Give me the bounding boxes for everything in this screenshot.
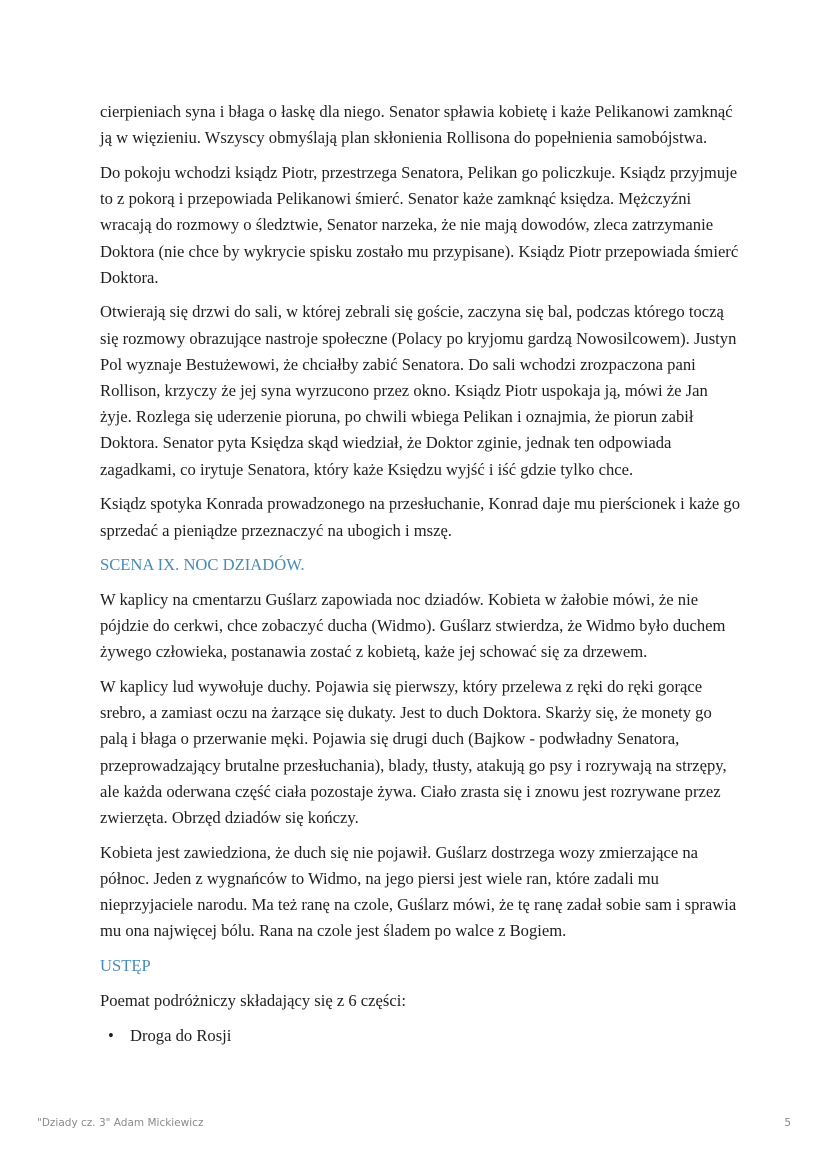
paragraph: Poemat podróżniczy składający się z 6 części: bbox=[100, 990, 406, 1010]
bullet-list bbox=[100, 1023, 740, 1049]
page-content bbox=[100, 99, 740, 1049]
section-heading-scena-ix: SCENA IX. NOC DZIADÓW. bbox=[100, 555, 305, 575]
paragraph: W kaplicy na cmentarzu Guślarz zapowiada noc dziadów. Kobieta w żałobie mówi, że nie pójdzie do cerkwi, chce zobaczyć ducha (Widmo). Guślarz stwierdza, że Widmo było duchem żywego człowieka, postanawia zostać z kobietą, każe jej schować się za drzewem. bbox=[100, 589, 726, 662]
paragraph: cierpieniach syna i błaga o łaskę dla niego. Senator spławia kobietę i każe Pelikanowi zamknąć ją w więzieniu. Wszyscy obmyślają plan skłonienia Rollisona do popełnienia samobójstwa. bbox=[100, 102, 733, 148]
list-item-label: Droga do Rosji bbox=[130, 1025, 232, 1045]
bullet-icon: • bbox=[108, 1025, 114, 1045]
paragraph: Do pokoju wchodzi ksiądz Piotr, przestrzega Senatora, Pelikan go policzkuje. Ksiądz przyjmuje to z pokorą i przepowiada Pelikanowi śmierć. Senator każe zamknąć księdza. Mężczyźni wracają do rozmowy o śledztwie, Senator narzeka, że nie mają dowodów, zleca zatrzymanie Doktora (nie chce by wykrycie spisku zostało mu przypisane). Ksiądz Piotr przepowiada śmierć Doktora. bbox=[100, 162, 739, 287]
list-item bbox=[108, 1023, 740, 1049]
footer-document-title: "Dziady cz. 3" Adam Mickiewicz bbox=[37, 1117, 204, 1129]
paragraph: Otwierają się drzwi do sali, w której zebrali się goście, zaczyna się bal, podczas którego toczą się rozmowy obrazujące nastroje społeczne (Polacy po kryjomu gardzą Nowosilcowem). Justyn Pol wyznaje Bestużewowi, że chciałby zabić Senatora. Do sali wchodzi zrozpaczona pani Rollison, krzyczy że jej syna wyrzucono przez okno. Ksiądz Piotr uspokaja ją, mówi że Jan żyje. Rozlega się uderzenie pioruna, po chwili wbiega Pelikan i oznajmia, że piorun zabił Doktora. Senator pyta Księdza skąd wiedział, że Doktor zginie, jednak ten odpowiada zagadkami, co irytuje Senatora, który każe Księdzu wyjść i iść gdzie tylko chce. bbox=[100, 302, 737, 479]
paragraph: Kobieta jest zawiedziona, że duch się nie pojawił. Guślarz dostrzega wozy zmierzające na północ. Jeden z wygnańców to Widmo, na jego piersi jest wiele ran, które zadali mu nieprzyjaciele narodu. Ma też ranę na czole, Guślarz mówi, że tę ranę zadał sobie sam i sprawia mu ona najwięcej bólu. Rana na czole jest śladem po walce z Bogiem. bbox=[100, 842, 737, 941]
section-heading-ustep: USTĘP bbox=[100, 956, 151, 976]
paragraph: W kaplicy lud wywołuje duchy. Pojawia się pierwszy, który przelewa z ręki do ręki gorące srebro, a zamiast oczu na żarzące się dukaty. Jest to duch Doktora. Skarży się, że monety go palą i błaga o przerwanie męki. Pojawia się drugi duch (Bajkow - podwładny Senatora, przeprowadzający brutalne przesłuchania), blady, tłusty, atakują go psy i rozrywają na strzępy, ale każda oderwana część ciała pozostaje żywa. Ciało zrasta się i znowu jest rozrywane przez zwierzęta. Obrzęd dziadów się kończy. bbox=[100, 677, 727, 828]
footer-page-number: 5 bbox=[784, 1117, 791, 1129]
paragraph: Ksiądz spotyka Konrada prowadzonego na przesłuchanie, Konrad daje mu pierścionek i każe go sprzedać a pieniądze przeznaczyć na ubogich i mszę. bbox=[100, 494, 741, 540]
